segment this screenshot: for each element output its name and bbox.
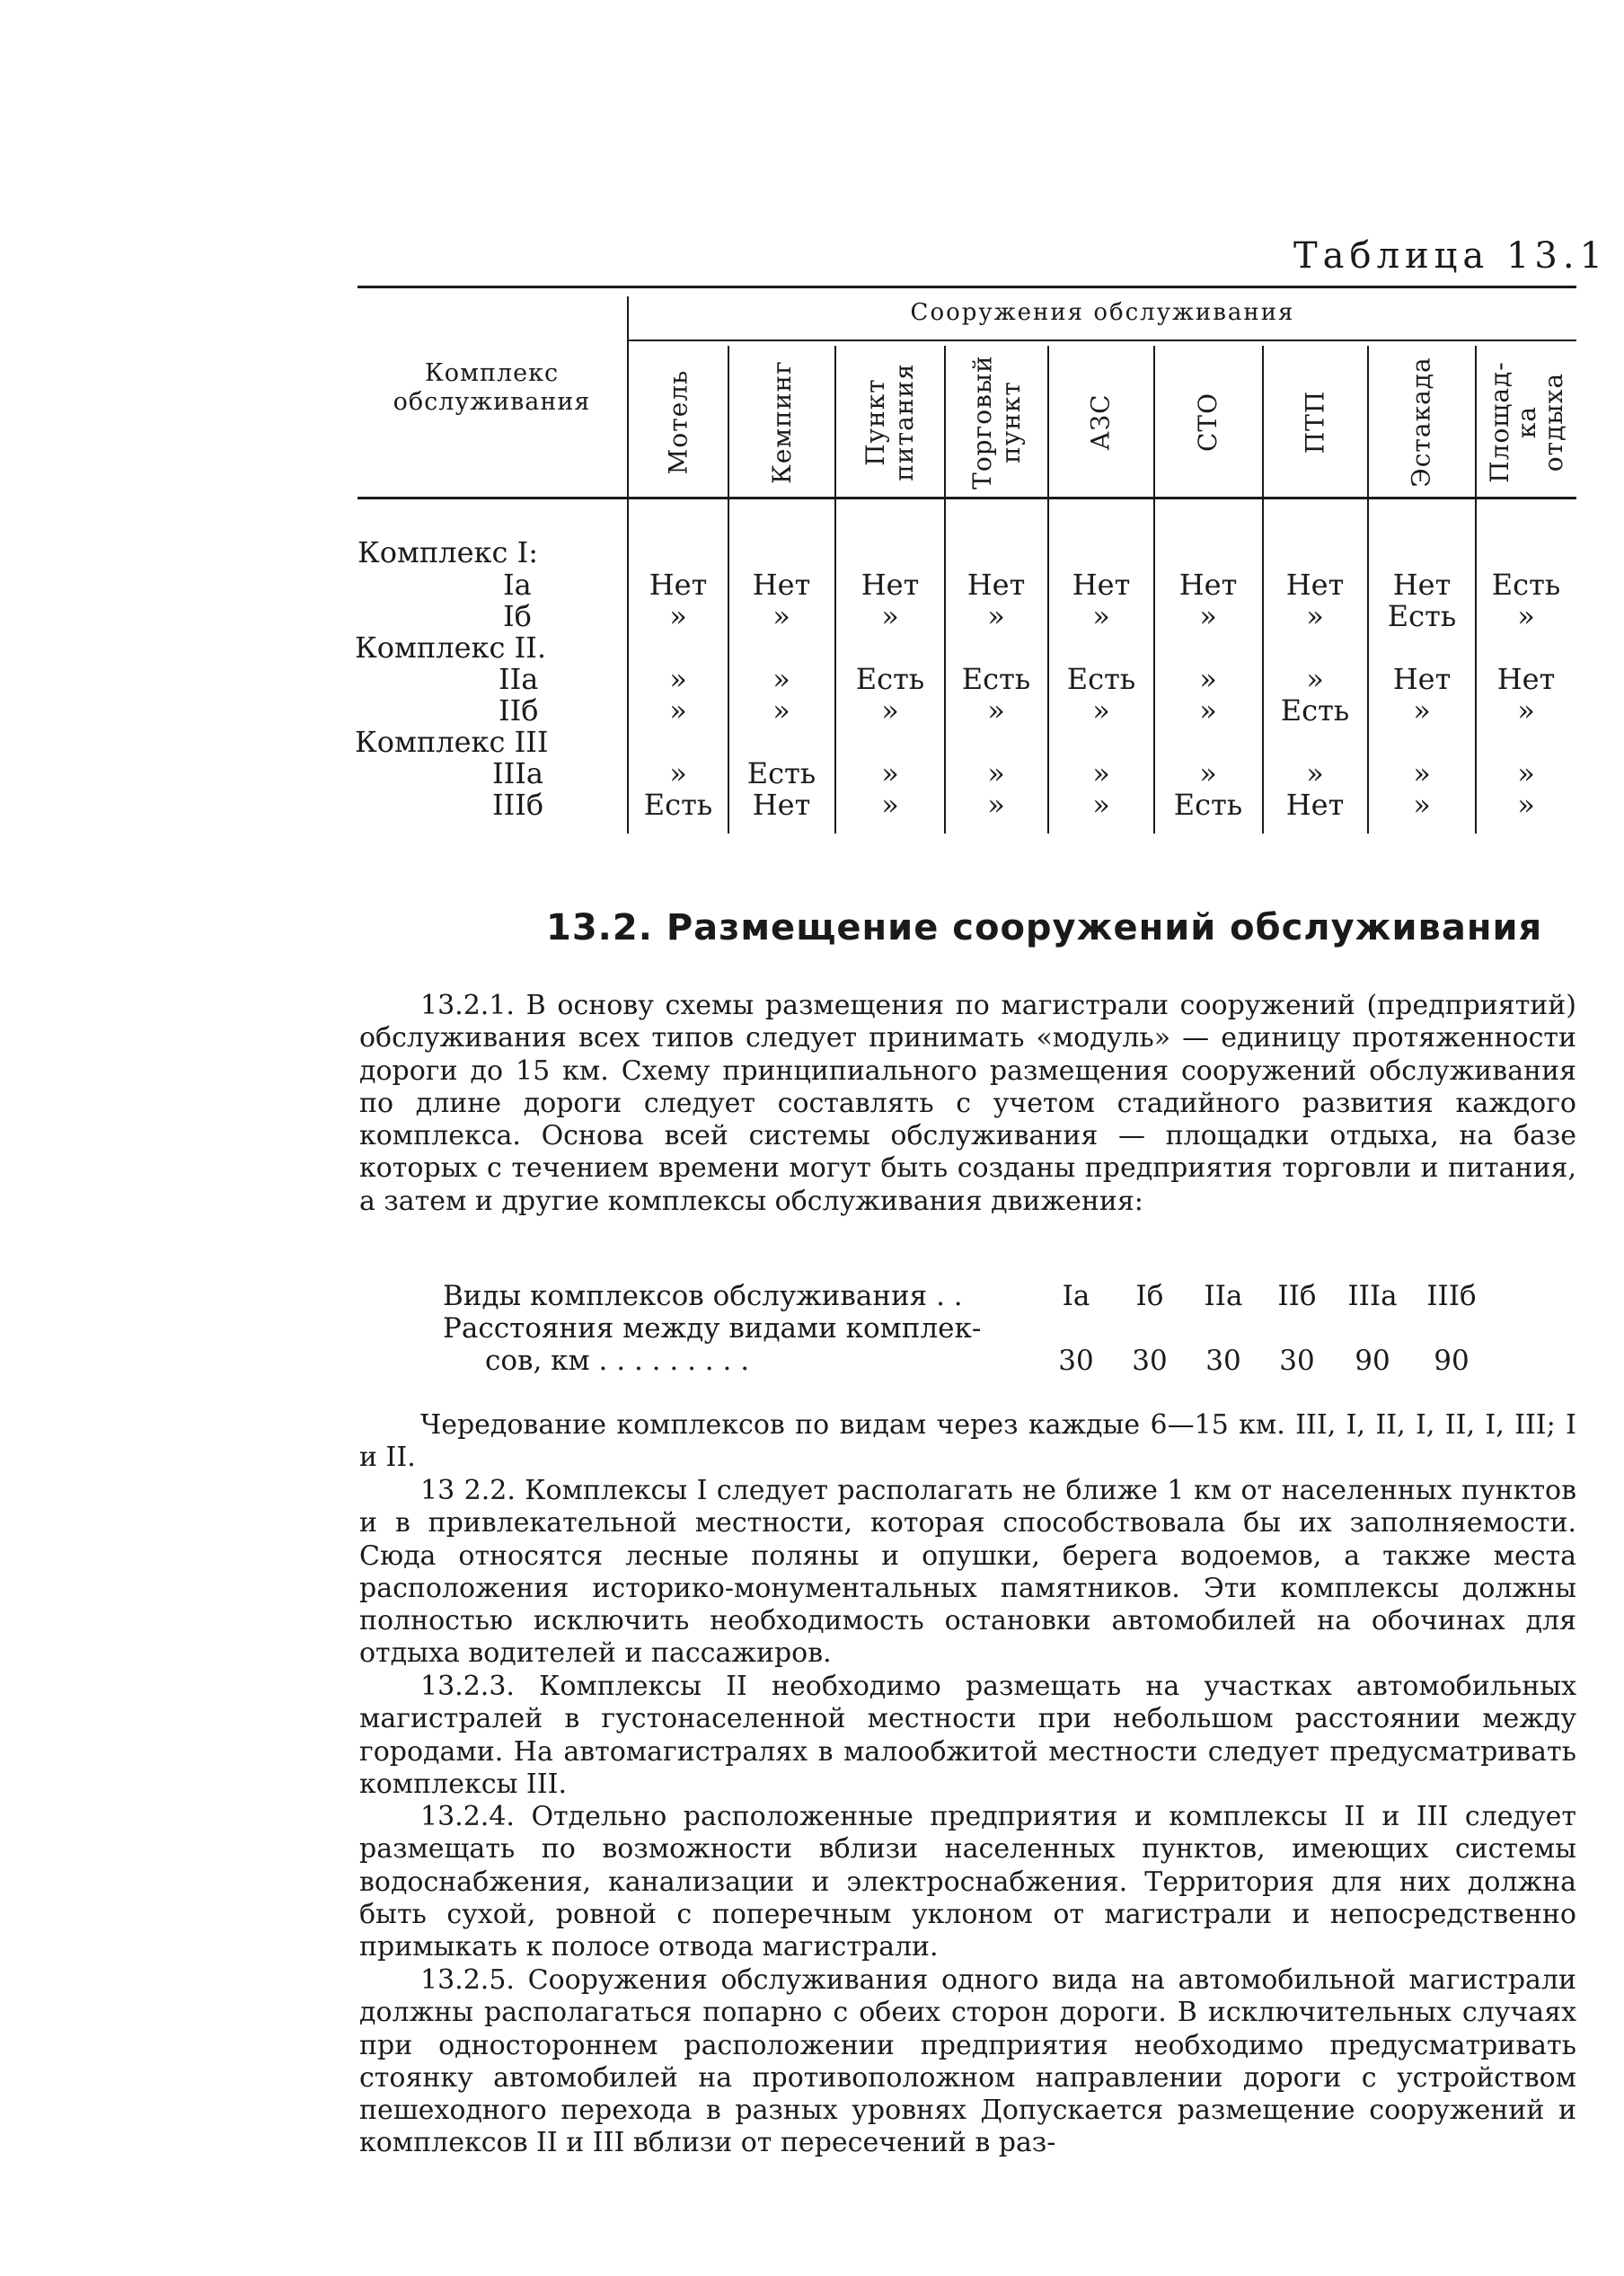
row-label: IIIа bbox=[492, 756, 543, 790]
table-cell: » bbox=[1517, 599, 1535, 633]
table-cell: » bbox=[881, 788, 899, 822]
table-cell: » bbox=[881, 599, 899, 633]
table-cell: Нет bbox=[1072, 568, 1131, 602]
paragraph-13-2-2: 13 2.2. Комплексы I следует располагать не ближе 1 км от населенных пунктов и в привлекательной местности, которая способствовала бы их заполняемости. Сюда относятся лесные поляны и опушки, берега водоемов, а также места расположения историко-монументальных памятников. Эти комплексы должны полностью исключить необходимость остановки автомобилей на обочинах для отдыха водителей и пассажиров. bbox=[359, 1475, 1576, 1670]
distance-value: 90 bbox=[1355, 1345, 1390, 1377]
table-cell: Нет bbox=[1285, 788, 1345, 822]
paragraph-13-2-4: 13.2.4. Отдельно расположенные предприятия и комплексы II и III следует размещать по возможности вблизи населенных пунктов, имеющих системы водоснабжения, канализации и электроснабжения. Территория для них должна быть сухой, ровной с поперечным уклоном от магистрали и непосредственно примыкать к полосе отвода магистрали. bbox=[359, 1801, 1576, 1963]
table-cell: » bbox=[1413, 788, 1431, 822]
table-cell: Есть bbox=[1280, 693, 1350, 728]
paragraph-alternation: Чередование комплексов по видам через каждые 6—15 км. III, I, II, I, II, I, III; I и II. bbox=[359, 1409, 1576, 1474]
complex-type: IIа bbox=[1204, 1280, 1243, 1312]
table-cell: » bbox=[1413, 693, 1431, 728]
row-label: IIIб bbox=[492, 788, 544, 822]
table-cell: » bbox=[1199, 756, 1217, 790]
distances-label-line1: Расстояния между видами комплек- bbox=[443, 1312, 982, 1345]
table-cell: » bbox=[1413, 756, 1431, 790]
distance-value: 30 bbox=[1058, 1345, 1094, 1377]
complex-type: IIб bbox=[1277, 1280, 1317, 1312]
table-cell: » bbox=[772, 693, 790, 728]
table-cell: » bbox=[1092, 756, 1110, 790]
row-label: Iб bbox=[503, 599, 532, 633]
table-cell: Нет bbox=[1496, 662, 1556, 696]
distance-value: 30 bbox=[1205, 1345, 1241, 1377]
table-cell: Есть bbox=[643, 788, 713, 822]
table-cell: » bbox=[669, 756, 687, 790]
table-cell: » bbox=[772, 599, 790, 633]
table-cell: Есть bbox=[1173, 788, 1243, 822]
table-cell: Есть bbox=[746, 756, 816, 790]
table-cell: Нет bbox=[752, 788, 811, 822]
table-cell: Есть bbox=[961, 662, 1031, 696]
table-cell: » bbox=[1306, 662, 1324, 696]
table-cell: » bbox=[1092, 599, 1110, 633]
col-header-food-point: Пункт питания bbox=[861, 363, 919, 481]
table-cell: » bbox=[1199, 662, 1217, 696]
table-cell: » bbox=[987, 693, 1005, 728]
table-cell: » bbox=[1517, 788, 1535, 822]
table-cell: » bbox=[987, 599, 1005, 633]
table-cell: » bbox=[881, 693, 899, 728]
table-cell: Есть bbox=[855, 662, 925, 696]
paragraph-13-2-1: 13.2.1. В основу схемы размещения по магистрали сооружений (предприятий) обслуживания всех типов следует принимать «модуль» — единицу протяженности дороги до 15 км. Схему принципиального размещения сооружений обслуживания по длине дороги следует составлять с учетом стадийного развития каждого комплекса. Основа всей системы обслуживания — площадки отдыха, на базе которых с течением времени могут быть созданы предприятия торговли и питания, а затем и другие комплексы обслуживания движения: bbox=[359, 990, 1576, 1217]
complex-type: IIIа bbox=[1347, 1280, 1398, 1312]
row-label: IIа bbox=[499, 662, 539, 696]
paragraph-13-2-5: 13.2.5. Сооружения обслуживания одного вида на автомобильной магистрали должны располагаться попарно с обеих сторон дороги. В исключительных случаях при одностороннем расположении предприятия необходимо предусматривать стоянку автомобилей на противоположном направлении дороги с устройством пешеходного перехода в разных уровнях Допускается размещение сооружений и комплексов II и III вблизи от пересечений в раз- bbox=[359, 1964, 1576, 2159]
row-label: Iа bbox=[503, 568, 532, 602]
row-label: IIб bbox=[499, 693, 539, 728]
table-cell: Нет bbox=[966, 568, 1026, 602]
table-cell: Нет bbox=[752, 568, 811, 602]
section-title: 13.2. Размещение сооружений обслуживания bbox=[546, 907, 1543, 948]
col-header-camping: Кемпинг bbox=[766, 360, 797, 484]
table-cell: » bbox=[987, 756, 1005, 790]
group-header: Сооружения обслуживания bbox=[910, 299, 1295, 326]
paragraph-13-2-3: 13.2.3. Комплексы II необходимо размещать на участках автомобильных магистралей в густонаселенной местности при небольшом расстоянии между городами. На автомагистралях в малообжитой местности следует предусматривать комплексы III. bbox=[359, 1671, 1576, 1800]
table-cell: Нет bbox=[1285, 568, 1345, 602]
complex-type: Iб bbox=[1135, 1280, 1164, 1312]
table-cell: » bbox=[1517, 693, 1535, 728]
table-top-rule bbox=[357, 286, 1576, 288]
col-header-rest-area: Площад- ка отдыха bbox=[1484, 361, 1568, 483]
table-cell: Нет bbox=[649, 568, 708, 602]
col-header-azs: АЗС bbox=[1085, 393, 1116, 451]
table-cell: Есть bbox=[1491, 568, 1561, 602]
table-cell: » bbox=[669, 662, 687, 696]
table-cell: Есть bbox=[1066, 662, 1136, 696]
complex-type: IIIб bbox=[1426, 1280, 1477, 1312]
corner-header: Комплекс обслуживания bbox=[393, 359, 591, 416]
distances-types-label: Виды комплексов обслуживания . . bbox=[443, 1280, 963, 1312]
col-header-trade-point: Торговый пункт bbox=[966, 355, 1026, 490]
table-cell: » bbox=[987, 788, 1005, 822]
col-header-motel: Мотель bbox=[663, 369, 693, 475]
table-cell: Нет bbox=[1392, 662, 1452, 696]
distances-label-line2: сов, км . . . . . . . . . bbox=[485, 1345, 750, 1377]
col-header-overpass: Эстакада bbox=[1407, 357, 1437, 488]
table-cell: » bbox=[1092, 788, 1110, 822]
table-caption: Таблица 13.1 bbox=[1293, 235, 1609, 277]
table-cell: Нет bbox=[861, 568, 920, 602]
col-header-sto: СТО bbox=[1193, 392, 1223, 453]
complex-type: Iа bbox=[1062, 1280, 1090, 1312]
table-cell: Есть bbox=[1387, 599, 1457, 633]
table-cell: » bbox=[772, 662, 790, 696]
table-cell: Нет bbox=[1392, 568, 1452, 602]
row-label: Комплекс II. bbox=[355, 631, 547, 665]
table-cell: » bbox=[1306, 756, 1324, 790]
table-cell: » bbox=[881, 756, 899, 790]
table-cell: » bbox=[1199, 599, 1217, 633]
table-cell: » bbox=[1199, 693, 1217, 728]
table-cell: » bbox=[669, 599, 687, 633]
table-cell: » bbox=[669, 693, 687, 728]
distance-value: 90 bbox=[1434, 1345, 1470, 1377]
table-cell: » bbox=[1092, 693, 1110, 728]
distance-value: 30 bbox=[1279, 1345, 1315, 1377]
distance-value: 30 bbox=[1132, 1345, 1168, 1377]
row-label: Комплекс I: bbox=[357, 535, 539, 569]
table-cell: » bbox=[1517, 756, 1535, 790]
row-label: Комплекс III bbox=[355, 725, 549, 759]
col-header-ptp: ПТП bbox=[1300, 390, 1330, 454]
table-cell: » bbox=[1306, 599, 1324, 633]
table-cell: Нет bbox=[1178, 568, 1238, 602]
